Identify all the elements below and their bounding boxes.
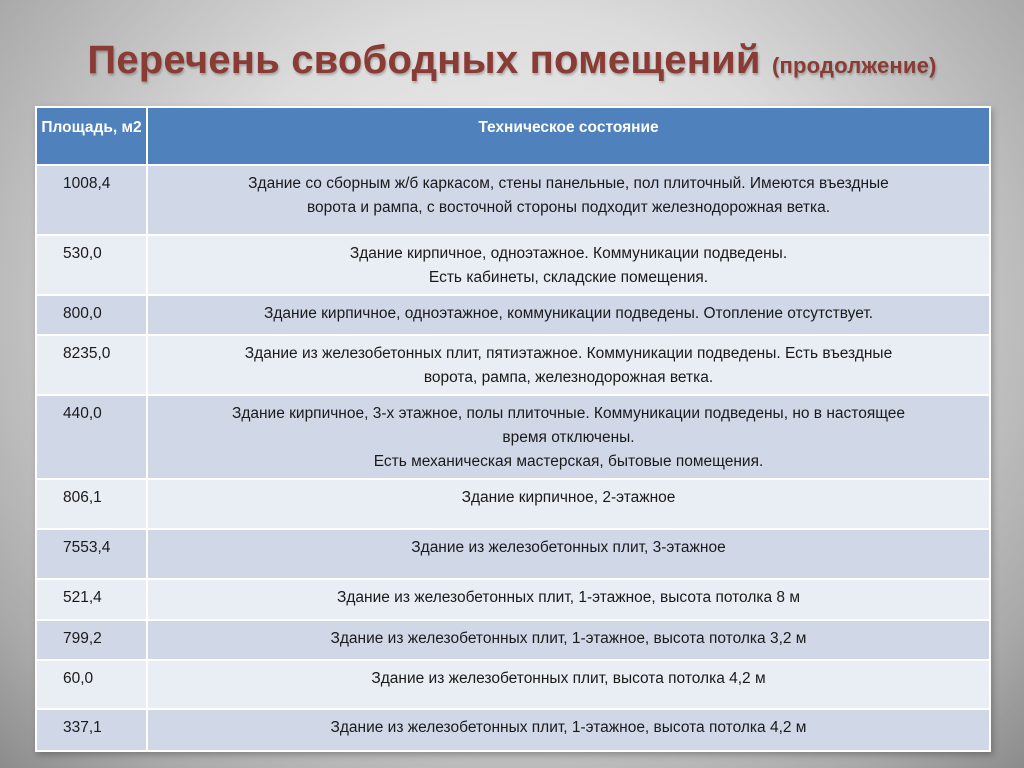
header-condition: Техническое состояние bbox=[147, 107, 990, 165]
condition-cell bbox=[147, 529, 990, 579]
condition-line: Здание кирпичное, одноэтажное, коммуникации подведены. Отопление отсутствует. bbox=[263, 305, 874, 322]
table-row bbox=[36, 660, 990, 709]
condition-cell bbox=[147, 620, 990, 660]
table-row bbox=[36, 395, 990, 479]
area-cell: 440,0 bbox=[36, 395, 147, 479]
table-row bbox=[36, 335, 990, 395]
page-title bbox=[0, 38, 1024, 83]
condition-line: Здание из железобетонных плит, пятиэтажное. Коммуникации подведены. Есть въездные bbox=[244, 345, 893, 362]
condition-cell bbox=[147, 235, 990, 295]
condition-cell bbox=[147, 395, 990, 479]
condition-line: Здание из железобетонных плит, 1-этажное, высота потолка 3,2 м bbox=[330, 630, 807, 647]
condition-line: ворота, рампа, железнодорожная ветка. bbox=[423, 369, 714, 386]
area-cell: 806,1 bbox=[36, 479, 147, 529]
condition-line: Есть кабинеты, складские помещения. bbox=[428, 269, 709, 286]
table-row bbox=[36, 579, 990, 620]
condition-line: Здание из железобетонных плит, 1-этажное, высота потолка 4,2 м bbox=[330, 719, 807, 736]
table-header-row bbox=[36, 107, 990, 165]
area-cell: 530,0 bbox=[36, 235, 147, 295]
area-cell: 799,2 bbox=[36, 620, 147, 660]
table-row bbox=[36, 235, 990, 295]
condition-cell bbox=[147, 165, 990, 235]
title-subtitle: (продолжение) bbox=[772, 53, 937, 78]
condition-cell bbox=[147, 660, 990, 709]
condition-cell bbox=[147, 579, 990, 620]
condition-line: Здание кирпичное, 2-этажное bbox=[461, 489, 676, 506]
condition-cell bbox=[147, 479, 990, 529]
title-main: Перечень свободных помещений bbox=[87, 38, 761, 82]
area-cell: 1008,4 bbox=[36, 165, 147, 235]
condition-cell bbox=[147, 295, 990, 335]
condition-line: время отключены. bbox=[502, 429, 635, 446]
area-cell: 521,4 bbox=[36, 579, 147, 620]
table-row bbox=[36, 479, 990, 529]
area-cell: 800,0 bbox=[36, 295, 147, 335]
condition-line: Есть механическая мастерская, бытовые помещения. bbox=[373, 453, 764, 470]
premises-table bbox=[35, 106, 991, 752]
table-row bbox=[36, 709, 990, 751]
condition-line: Здание кирпичное, 3-х этажное, полы плиточные. Коммуникации подведены, но в настоящее bbox=[231, 405, 906, 422]
table-row bbox=[36, 295, 990, 335]
condition-cell bbox=[147, 335, 990, 395]
condition-cell bbox=[147, 709, 990, 751]
condition-line: ворота и рампа, с восточной стороны подходит железнодорожная ветка. bbox=[306, 199, 831, 216]
condition-line: Здание кирпичное, одноэтажное. Коммуникации подведены. bbox=[349, 245, 788, 262]
table-row bbox=[36, 165, 990, 235]
area-cell: 8235,0 bbox=[36, 335, 147, 395]
condition-line: Здание из железобетонных плит, 1-этажное, высота потолка 8 м bbox=[336, 589, 801, 606]
condition-line: Здание со сборным ж/б каркасом, стены панельные, пол плиточный. Имеются въездные bbox=[248, 175, 889, 192]
table-row bbox=[36, 620, 990, 660]
area-cell: 337,1 bbox=[36, 709, 147, 751]
area-cell: 60,0 bbox=[36, 660, 147, 709]
condition-line: Здание из железобетонных плит, высота потолка 4,2 м bbox=[371, 670, 766, 687]
header-area: Площадь, м2 bbox=[36, 107, 147, 165]
area-cell: 7553,4 bbox=[36, 529, 147, 579]
table-row bbox=[36, 529, 990, 579]
condition-line: Здание из железобетонных плит, 3-этажное bbox=[411, 539, 726, 556]
